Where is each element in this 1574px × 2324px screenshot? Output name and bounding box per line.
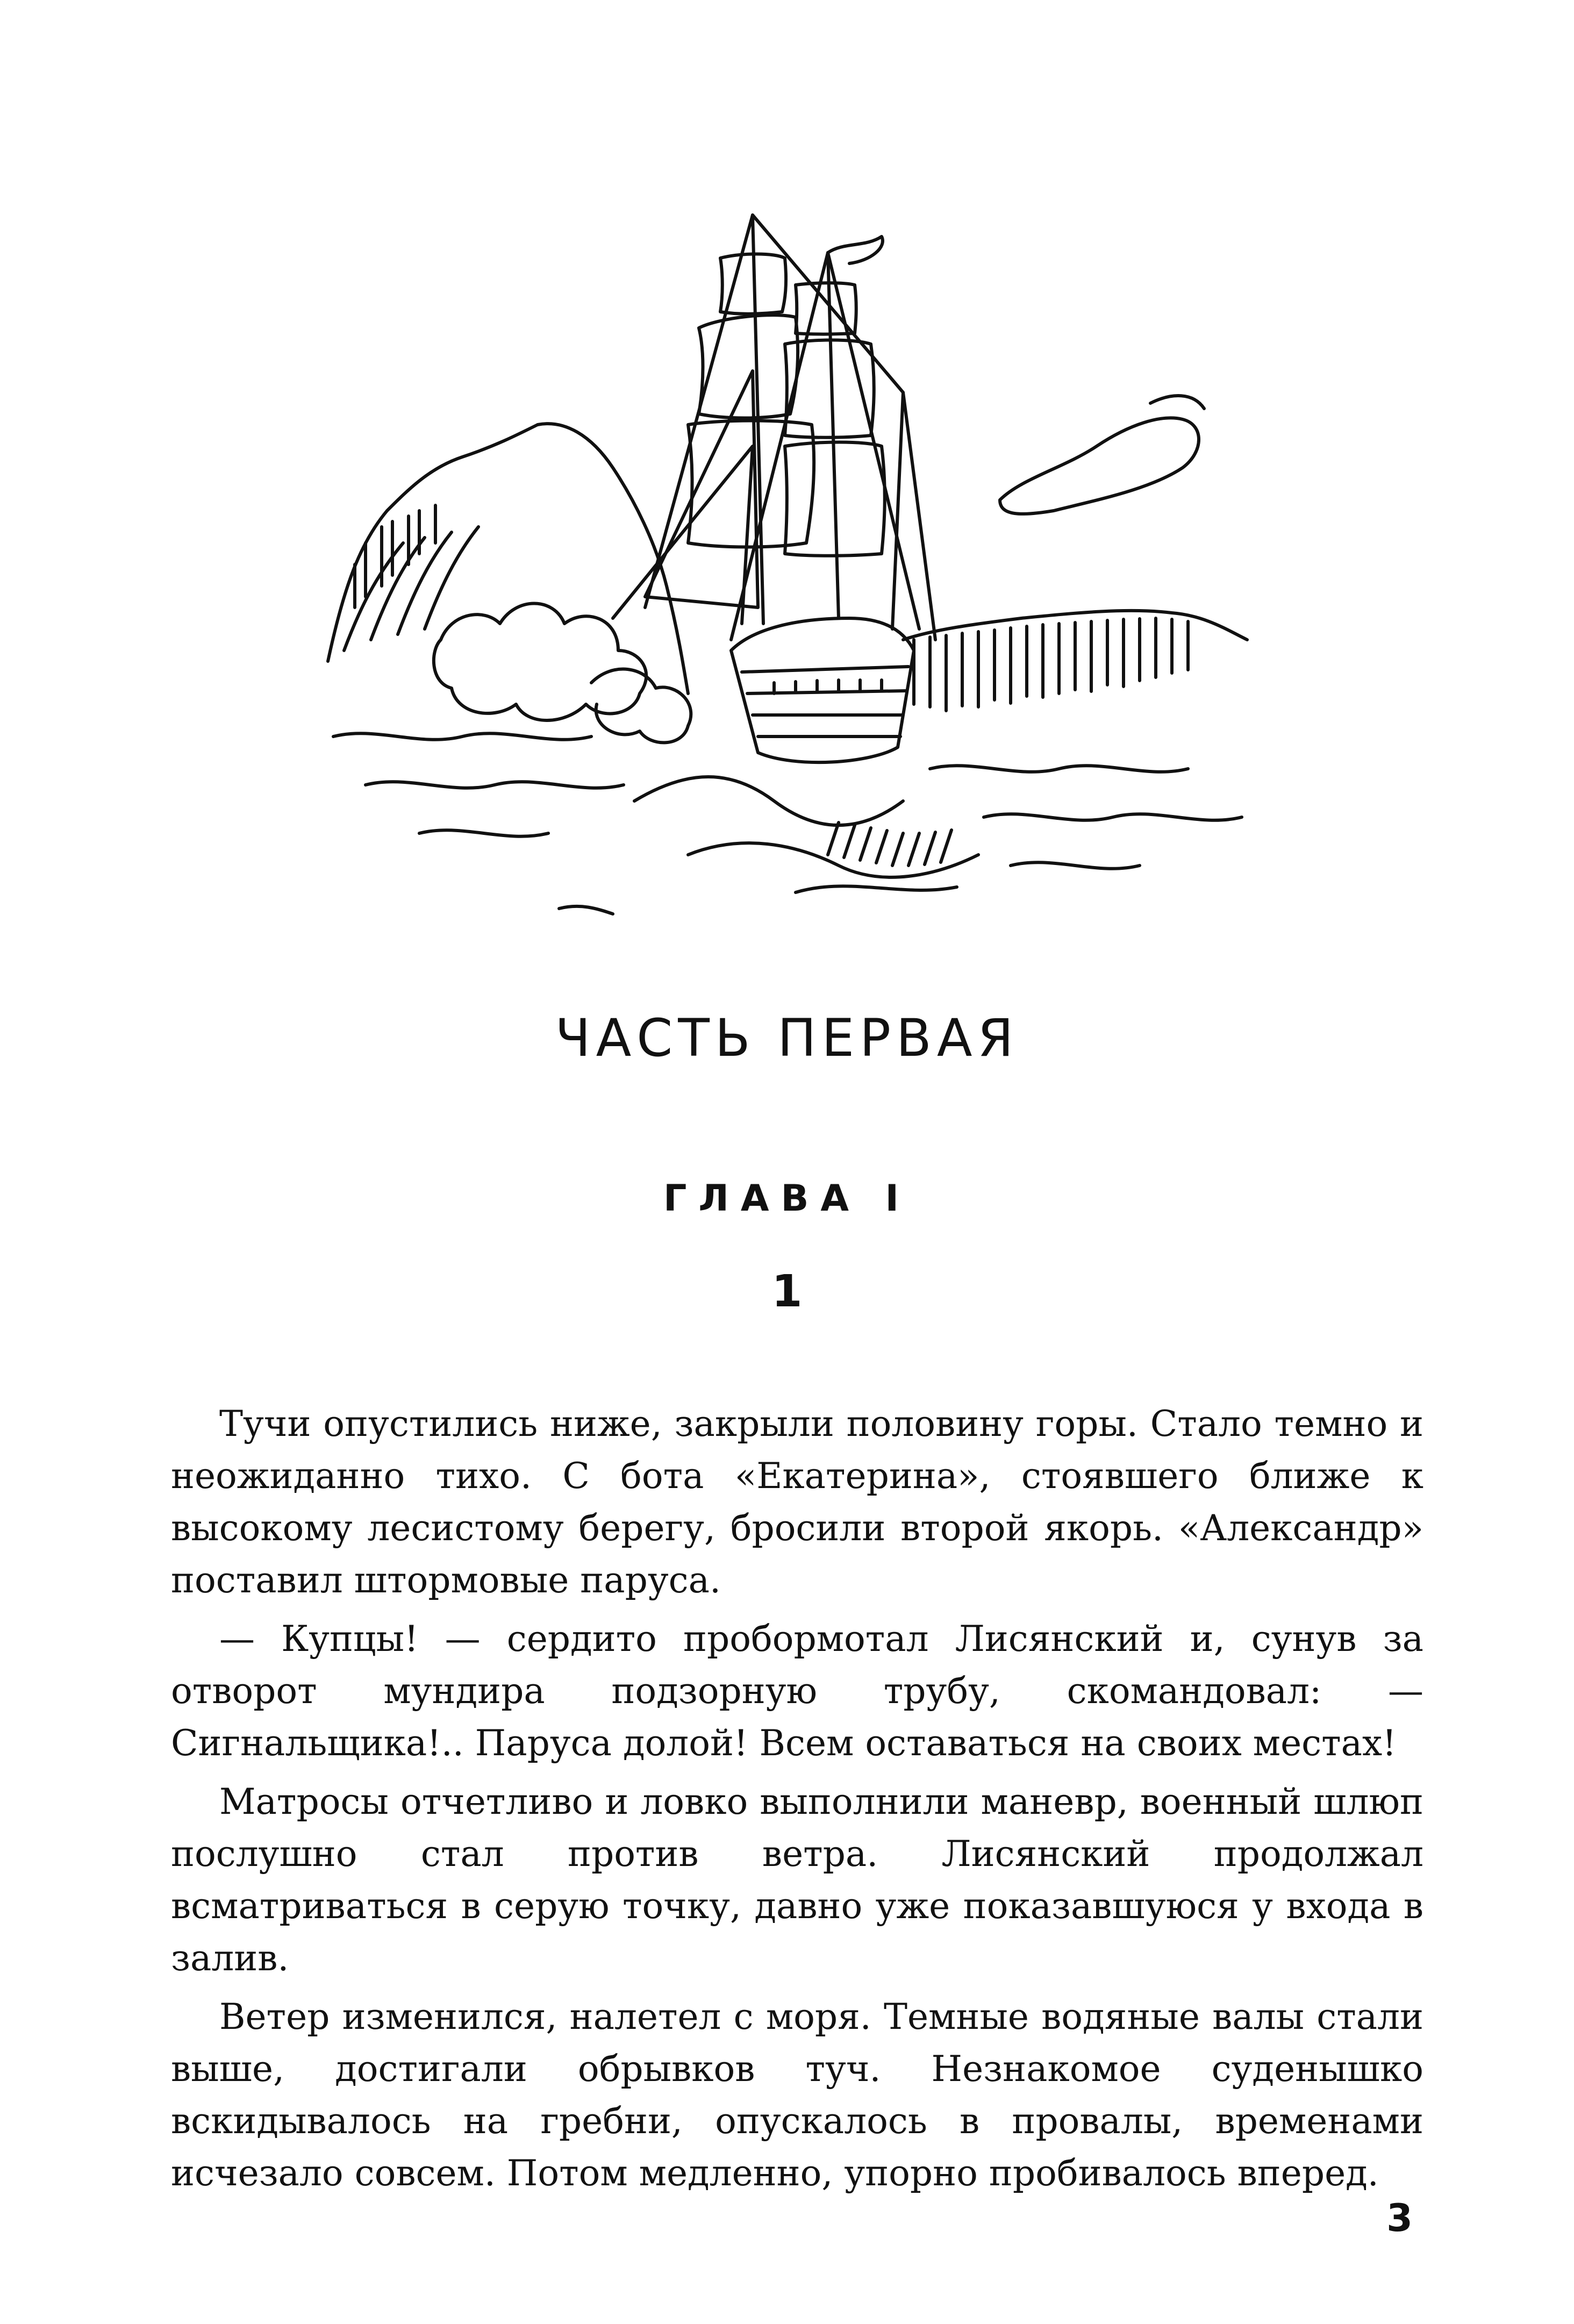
page-number: 3 — [1386, 2196, 1413, 2240]
sailing-ship-illustration — [312, 167, 1301, 930]
part-title: ЧАСТЬ ПЕРВАЯ — [555, 1008, 1019, 1068]
section-number: 1 — [771, 1266, 803, 1317]
body-text — [171, 1398, 1423, 2206]
paragraph: Ветер изменился, налетел с моря. Темные водяные валы стали выше, достигали обрывков туч. Незнакомое суденышко вскидывалось на гребни, опускалось в провалы, временами исчезало совсем. Потом медленно, упорно пробивалось вперед. — [171, 1996, 1423, 2194]
paragraph: — Купцы! — сердито пробормотал Лисянский и, сунув за отворот мундира подзорную трубу, скомандовал: — Сигнальщика!.. Паруса долой! Всем оставаться на своих местах! — [171, 1618, 1423, 1764]
paragraph: Матросы отчетливо и ловко выполнили маневр, военный шлюп послушно стал против ветра. Лисянский продолжал всматриваться в серую точку, давно уже показавшуюся у входа в залив. — [171, 1781, 1423, 1979]
chapter-title: ГЛАВА I — [663, 1177, 911, 1220]
paragraph: Тучи опустились ниже, закрыли половину горы. Стало темно и неожиданно тихо. С бота «Екатерина», стоявшего ближе к высокому лесистому берегу, бросили второй якорь. «Александр» поставил штормовые паруса. — [171, 1403, 1423, 1601]
